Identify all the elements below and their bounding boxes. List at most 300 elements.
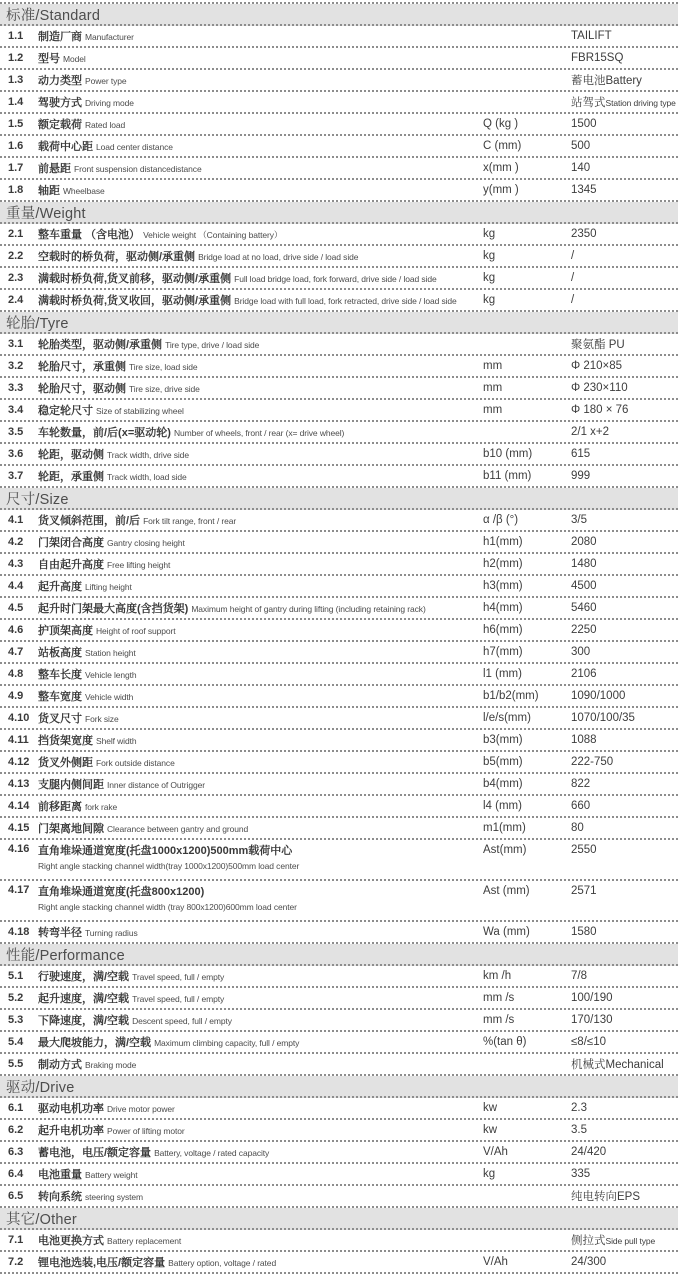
spec-row <box>0 246 678 268</box>
label-en: Bridge load with full load, fork retracted, drive side / load side <box>234 295 457 306</box>
unit-cell: %(tan θ) <box>483 1036 527 1048</box>
value-text: 335 <box>571 1168 591 1180</box>
label-zh: 站板高度 <box>38 646 82 659</box>
label-en: Travel speed, full / empty <box>132 971 225 982</box>
spec-row <box>0 1186 678 1208</box>
section-header <box>0 1076 678 1098</box>
value-cell <box>571 1056 678 1072</box>
value-cell <box>571 514 678 526</box>
label-zh: 轮距，驱动侧 <box>38 448 104 461</box>
value-cell <box>571 470 678 482</box>
value-cell <box>571 1124 678 1136</box>
label-en: Battery, voltage / rated capacity <box>154 1147 270 1158</box>
row-label <box>38 777 483 792</box>
label-zh: 额定载荷 <box>38 118 82 131</box>
unit-cell: h4(mm) <box>483 602 523 614</box>
value-text: ≤8/≤10 <box>571 1036 607 1048</box>
value-text: FBR15SQ <box>571 52 624 64</box>
value-cell <box>571 1188 678 1204</box>
row-number: 1.7 <box>8 162 24 174</box>
value-cell <box>571 294 678 306</box>
section-title: 驱动/Drive <box>6 1079 75 1096</box>
spec-row <box>0 1142 678 1164</box>
value-cell <box>571 72 678 88</box>
value-text: 999 <box>571 470 591 482</box>
spec-row <box>0 114 678 136</box>
row-label <box>38 1233 483 1248</box>
label-en: Drive motor power <box>107 1103 175 1114</box>
row-number: 4.17 <box>8 884 30 896</box>
label-en: Tire type, drive / load side <box>165 339 260 350</box>
label-en: Tire size, drive side <box>129 383 200 394</box>
value-cell <box>571 602 678 614</box>
label-en: Fork outside distance <box>96 757 175 768</box>
row-label <box>38 733 483 748</box>
value-cell <box>571 992 678 1004</box>
label-en: Battery option, voltage / rated <box>168 1257 277 1268</box>
label-zh: 起升电机功率 <box>38 1124 104 1137</box>
row-label <box>38 425 483 440</box>
value-text: 1580 <box>571 926 597 938</box>
unit-cell: b3(mm) <box>483 734 523 746</box>
spec-row <box>0 642 678 664</box>
row-number: 1.6 <box>8 140 24 152</box>
label-zh: 满载时桥负荷,货叉前移，驱动侧/承重侧 <box>38 272 232 285</box>
section-title: 重量/Weight <box>6 205 86 222</box>
row-number: 4.12 <box>8 756 30 768</box>
label-zh: 货叉外侧距 <box>38 756 93 769</box>
value-text: Φ 180 × 76 <box>571 404 629 416</box>
spec-row <box>0 268 678 290</box>
row-label <box>38 73 483 88</box>
row-label <box>38 469 483 484</box>
unit-cell: kw <box>483 1102 498 1114</box>
spec-row <box>0 444 678 466</box>
label-en: Maximum height of gantry during lifting (including retaining rack) <box>191 603 426 614</box>
value-cell <box>571 1036 678 1048</box>
row-number: 4.15 <box>8 822 30 834</box>
spec-row <box>0 922 678 944</box>
spec-row <box>0 1252 678 1274</box>
label-en: Inner distance of Outrigger <box>107 779 205 790</box>
row-label <box>38 227 483 242</box>
value-text-small: Station driving type <box>605 98 676 108</box>
row-number: 4.3 <box>8 558 24 570</box>
value-cell <box>571 970 678 982</box>
row-number: 1.4 <box>8 96 24 108</box>
value-cell <box>571 734 678 746</box>
row-number: 6.4 <box>8 1168 24 1180</box>
value-text: 纯电转向EPS <box>571 1191 641 1203</box>
label-en: Wheelbase <box>63 185 105 196</box>
row-number: 3.7 <box>8 470 24 482</box>
row-number: 3.4 <box>8 404 24 416</box>
value-text: 1480 <box>571 558 597 570</box>
value-cell <box>571 712 678 724</box>
row-label <box>38 557 483 572</box>
value-text: 500 <box>571 140 591 152</box>
section-title: 标准/Standard <box>6 7 101 24</box>
spec-row <box>0 774 678 796</box>
row-number: 6.1 <box>8 1102 24 1114</box>
unit-cell: m1(mm) <box>483 822 526 834</box>
row-label <box>38 645 483 660</box>
label-en: Fork size <box>85 713 119 724</box>
value-cell <box>571 404 678 416</box>
label-en: Clearance between gantry and ground <box>107 823 249 834</box>
section-header <box>0 488 678 510</box>
row-number: 3.2 <box>8 360 24 372</box>
value-text: 80 <box>571 822 584 834</box>
spec-row <box>0 664 678 686</box>
label-en: Power type <box>85 75 127 86</box>
value-text: 4500 <box>571 580 597 592</box>
section-title: 性能/Performance <box>6 947 125 964</box>
row-number: 5.2 <box>8 992 24 1004</box>
row-number: 1.5 <box>8 118 24 130</box>
unit-cell: mm <box>483 360 503 372</box>
row-label <box>38 601 483 616</box>
row-label <box>38 711 483 726</box>
label-en: Rated load <box>85 119 126 130</box>
unit-cell: b10 (mm) <box>483 448 533 460</box>
row-number: 2.3 <box>8 272 24 284</box>
row-label <box>38 623 483 638</box>
row-label <box>38 821 483 836</box>
value-text: 1090/1000 <box>571 690 626 702</box>
value-cell <box>571 778 678 790</box>
spec-row <box>0 400 678 422</box>
spec-row <box>0 510 678 532</box>
unit-cell: km /h <box>483 970 512 982</box>
row-label <box>38 337 483 352</box>
value-cell <box>571 822 678 834</box>
label-en: Power of lifting motor <box>107 1125 185 1136</box>
spec-row <box>0 686 678 708</box>
value-cell <box>571 756 678 768</box>
label-zh: 支腿内侧间距 <box>38 778 104 791</box>
label-zh: 门架闭合高度 <box>38 536 104 549</box>
row-number: 2.2 <box>8 250 24 262</box>
row-number: 4.13 <box>8 778 30 790</box>
value-cell <box>571 426 678 438</box>
value-cell <box>571 1014 678 1026</box>
row-number: 2.4 <box>8 294 24 306</box>
unit-cell: Q (kg ) <box>483 118 519 130</box>
unit-cell: α /β (°) <box>483 514 519 526</box>
unit-cell: kg <box>483 228 496 240</box>
value-text: 2250 <box>571 624 597 636</box>
label-en: Driving mode <box>85 97 134 108</box>
value-cell <box>571 184 678 196</box>
label-en: Shelf width <box>96 735 137 746</box>
row-number: 4.8 <box>8 668 24 680</box>
value-text-small: Side pull type <box>605 1236 656 1246</box>
value-cell <box>571 382 678 394</box>
row-number: 6.2 <box>8 1124 24 1136</box>
label-en: Vehicle length <box>85 669 137 680</box>
value-cell <box>571 646 678 658</box>
row-label <box>38 1123 483 1138</box>
row-number: 3.3 <box>8 382 24 394</box>
row-label <box>38 381 483 396</box>
row-label <box>38 447 483 462</box>
value-cell <box>571 118 678 130</box>
row-label <box>38 513 483 528</box>
unit-cell: mm <box>483 404 503 416</box>
label-en: Battery weight <box>85 1169 138 1180</box>
spec-row <box>0 48 678 70</box>
label-en: Number of wheels, front / rear (x= drive wheel) <box>173 427 345 438</box>
value-text: 100/190 <box>571 992 613 1004</box>
value-text: 2080 <box>571 536 597 548</box>
spec-row <box>0 290 678 312</box>
spec-row <box>0 26 678 48</box>
unit-cell: l1 (mm) <box>483 668 522 680</box>
row-number: 1.8 <box>8 184 24 196</box>
label-en: Turning radius <box>85 927 138 938</box>
unit-cell: kg <box>483 294 496 306</box>
row-label <box>38 925 483 940</box>
row-number: 1.1 <box>8 30 24 42</box>
section-title: 其它/Other <box>6 1211 77 1228</box>
unit-cell: x(mm ) <box>483 162 519 174</box>
label-en: Right angle stacking channel width(tray 1000x1200)500mm load center <box>38 861 300 871</box>
unit-cell: l/e/s(mm) <box>483 712 531 724</box>
unit-cell: kg <box>483 272 496 284</box>
row-label <box>38 1145 483 1160</box>
label-zh: 行驶速度，满/空载 <box>38 970 130 983</box>
spec-row <box>0 1098 678 1120</box>
label-zh: 门架离地间隙 <box>38 822 104 835</box>
value-cell <box>571 30 678 42</box>
row-number: 4.7 <box>8 646 24 658</box>
section-header <box>0 312 678 334</box>
section-header <box>0 1208 678 1230</box>
row-label <box>38 51 483 66</box>
label-en: steering system <box>85 1191 144 1202</box>
label-en: Free lifting height <box>107 559 171 570</box>
value-cell <box>571 94 678 110</box>
spec-row <box>0 70 678 92</box>
unit-cell: mm /s <box>483 1014 515 1026</box>
unit-cell: kg <box>483 250 496 262</box>
row-number: 7.2 <box>8 1256 24 1268</box>
label-zh: 轮胎类型，驱动侧/承重侧 <box>38 338 163 351</box>
value-cell <box>571 843 678 857</box>
label-en: Braking mode <box>85 1059 137 1070</box>
spec-row <box>0 554 678 576</box>
label-en: Maximum climbing capacity, full / empty <box>154 1037 300 1048</box>
label-zh: 车轮数量，前/后(x=驱动轮) <box>38 426 171 439</box>
row-label <box>38 29 483 44</box>
value-cell <box>571 228 678 240</box>
label-en: Gantry closing height <box>107 537 185 548</box>
label-zh: 前移距离 <box>38 800 82 813</box>
value-text: 聚氨酯 PU <box>571 339 625 351</box>
row-label <box>38 755 483 770</box>
value-text: 222-750 <box>571 756 614 768</box>
spec-row <box>0 576 678 598</box>
row-label <box>38 139 483 154</box>
unit-cell: h3(mm) <box>483 580 523 592</box>
label-zh: 制动方式 <box>38 1058 82 1071</box>
row-number: 4.1 <box>8 514 24 526</box>
unit-cell: Ast(mm) <box>483 844 527 856</box>
unit-cell: h7(mm) <box>483 646 523 658</box>
label-en: Track width, load side <box>107 471 187 482</box>
value-text: 615 <box>571 448 591 460</box>
unit-cell: y(mm ) <box>483 184 519 196</box>
label-en: Battery replacement <box>107 1235 182 1246</box>
row-label <box>38 1101 483 1116</box>
row-label <box>38 991 483 1006</box>
label-zh: 最大爬坡能力，满/空载 <box>38 1036 152 1049</box>
row-label <box>38 799 483 814</box>
row-number: 4.6 <box>8 624 24 636</box>
row-number: 4.9 <box>8 690 24 702</box>
value-cell <box>571 448 678 460</box>
row-number: 5.5 <box>8 1058 24 1070</box>
spec-row <box>0 92 678 114</box>
row-number: 5.1 <box>8 970 24 982</box>
label-en: Load center distance <box>96 141 173 152</box>
label-en: Manufacturer <box>85 31 134 42</box>
label-en: Height of roof support <box>96 625 176 636</box>
label-zh: 货叉尺寸 <box>38 712 82 725</box>
row-label <box>38 293 483 308</box>
label-zh: 动力类型 <box>38 74 82 87</box>
section-header <box>0 944 678 966</box>
value-text: 170/130 <box>571 1014 613 1026</box>
unit-cell: b11 (mm) <box>483 470 532 482</box>
spec-row <box>0 730 678 752</box>
spec-row <box>0 1164 678 1186</box>
label-zh: 直角堆垛通道宽度(托盘1000x1200)500mm载荷中心 <box>38 845 293 857</box>
value-cell <box>571 580 678 592</box>
label-zh: 轮距，承重侧 <box>38 470 104 483</box>
label-en: Front suspension distancedistance <box>74 163 202 174</box>
unit-cell: h1(mm) <box>483 536 523 548</box>
value-text: 3.5 <box>571 1124 587 1136</box>
label-zh: 自由起升高度 <box>38 558 104 571</box>
spec-row <box>0 532 678 554</box>
label-en: Vehicle width <box>85 691 134 702</box>
label-zh: 起升高度 <box>38 580 82 593</box>
label-zh: 轮胎尺寸，承重侧 <box>38 360 126 373</box>
section-title: 尺寸/Size <box>6 491 69 508</box>
value-text: 300 <box>571 646 591 658</box>
spec-row <box>0 1120 678 1142</box>
row-label <box>38 1167 483 1182</box>
label-zh: 型号 <box>38 52 60 65</box>
value-text: 2.3 <box>571 1102 587 1114</box>
value-cell <box>571 272 678 284</box>
value-text: 侧拉式 <box>571 1235 606 1247</box>
value-text: / <box>571 250 575 262</box>
spec-row <box>0 422 678 444</box>
label-zh: 满载时桥负荷,货叉收回，驱动侧/承重侧 <box>38 294 232 307</box>
section-title: 轮胎/Tyre <box>6 315 69 332</box>
spec-row <box>0 796 678 818</box>
label-zh: 整车长度 <box>38 668 82 681</box>
row-number: 4.11 <box>8 734 29 746</box>
unit-cell: h2(mm) <box>483 558 523 570</box>
row-number: 2.1 <box>8 228 24 240</box>
row-label <box>38 843 483 873</box>
value-text: 1500 <box>571 118 597 130</box>
label-en: Fork tilt range, front / rear <box>143 515 237 526</box>
spec-row <box>0 378 678 400</box>
label-en: Right angle stacking channel width (tray 800x1200)600mm load center <box>38 902 297 912</box>
spec-row <box>0 752 678 774</box>
value-text: 1088 <box>571 734 597 746</box>
label-en: Lifting height <box>85 581 132 592</box>
label-zh: 蓄电池，电压/额定容量 <box>38 1146 152 1159</box>
label-zh: 直角堆垛通道宽度(托盘800x1200) <box>38 886 205 898</box>
value-text: 660 <box>571 800 591 812</box>
unit-cell: l4 (mm) <box>483 800 522 812</box>
section-header <box>0 4 678 26</box>
row-number: 3.6 <box>8 448 24 460</box>
value-text: TAILIFT <box>571 30 612 42</box>
spec-row <box>0 180 678 202</box>
row-number: 4.10 <box>8 712 30 724</box>
label-en: Travel speed, full / empty <box>132 993 225 1004</box>
label-zh: 整车宽度 <box>38 690 82 703</box>
value-text: 机械式Mechanical <box>571 1059 664 1071</box>
value-cell <box>571 1256 678 1268</box>
row-number: 5.3 <box>8 1014 24 1026</box>
spec-row <box>0 598 678 620</box>
unit-cell: mm /s <box>483 992 515 1004</box>
value-cell <box>571 162 678 174</box>
value-text: 140 <box>571 162 591 174</box>
unit-cell: V/Ah <box>483 1256 508 1268</box>
value-text: Φ 210×85 <box>571 360 623 372</box>
row-number: 3.5 <box>8 426 24 438</box>
label-en: Station height <box>85 647 136 658</box>
label-en: Size of stabilizing wheel <box>96 405 184 416</box>
label-zh: 稳定轮尺寸 <box>38 404 93 417</box>
unit-cell: b5(mm) <box>483 756 523 768</box>
label-en: Descent speed, full / empty <box>132 1015 232 1026</box>
unit-cell: V/Ah <box>483 1146 508 1158</box>
row-label <box>38 1013 483 1028</box>
row-label <box>38 969 483 984</box>
value-cell <box>571 926 678 938</box>
spec-row <box>0 966 678 988</box>
value-text: 24/420 <box>571 1146 607 1158</box>
row-label <box>38 183 483 198</box>
spec-row <box>0 1010 678 1032</box>
spec-row <box>0 1230 678 1252</box>
spec-row <box>0 881 678 922</box>
value-text: 2571 <box>571 885 597 897</box>
value-text: / <box>571 294 575 306</box>
spec-row <box>0 840 678 881</box>
label-zh: 载荷中心距 <box>38 140 93 153</box>
label-zh: 驾驶方式 <box>38 96 82 109</box>
value-cell <box>571 1168 678 1180</box>
unit-cell: mm <box>483 382 503 394</box>
value-text: 1345 <box>571 184 597 196</box>
value-cell <box>571 668 678 680</box>
row-number: 3.1 <box>8 338 24 350</box>
label-zh: 空载时的桥负荷，驱动侧/承重侧 <box>38 250 196 263</box>
value-cell <box>571 624 678 636</box>
unit-cell: h6(mm) <box>483 624 523 636</box>
